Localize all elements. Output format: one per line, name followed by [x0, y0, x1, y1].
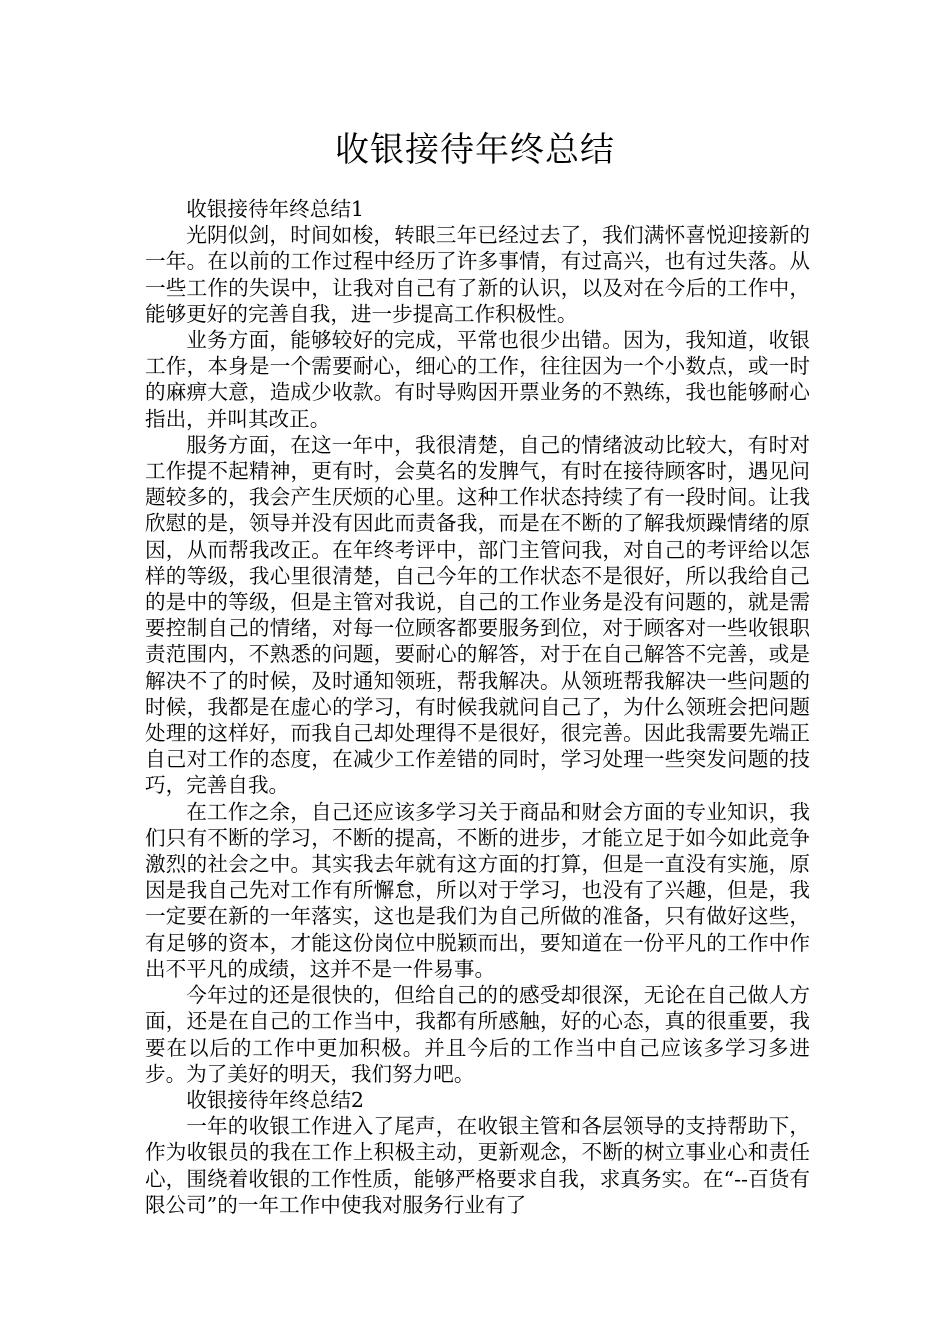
- body-paragraph: 在工作之余，自己还应该多学习关于商品和财会方面的专业知识，我们只有不断的学习，不断的提高，不断的进步，才能立足于如今如此竞争激烈的社会之中。其实我去年就有这方面的打算，但是一直没有实施，原因是我自己先对工作有所懈怠，所以对于学习，也没有了兴趣，但是，我一定要在新的一年落实，这也是我们为自己所做的准备，只有做好这些，有足够的资本，才能这份岗位中脱颖而出，要知道在一份平凡的工作中作出不平凡的成绩，这并不是一件易事。: [145, 799, 810, 981]
- body-paragraph: 光阴似剑，时间如梭，转眼三年已经过去了，我们满怀喜悦迎接新的一年。在以前的工作过程中经历了许多事情，有过高兴，也有过失落。从一些工作的失误中，让我对自己有了新的认识，以及对在今后的工作中，能够更好的完善自我，进一步提高工作积极性。: [145, 223, 810, 326]
- body-paragraph: 业务方面，能够较好的完成，平常也很少出错。因为，我知道，收银工作，本身是一个需要耐心，细心的工作，往往因为一个小数点，或一时的麻痹大意，造成少收款。有时导购因开票业务的不熟练，我也能够耐心指出，并叫其改正。: [145, 328, 810, 431]
- document-body: [145, 196, 810, 1218]
- document-title: 收银接待年终总结: [335, 130, 615, 170]
- section-heading: 收银接待年终总结2: [186, 1087, 365, 1112]
- body-paragraph: 服务方面，在这一年中，我很清楚，自己的情绪波动比较大，有时对工作提不起精神，更有时，会莫名的发脾气，有时在接待顾客时，遇见问题较多的，我会产生厌烦的心里。这种工作状态持续了有一段时间。让我欣慰的是，领导并没有因此而责备我，而是在不断的了解我烦躁情绪的原因，从而帮我改正。在年终考评中，部门主管问我，对自己的考评给以怎样的等级，我心里很清楚，自己今年的工作状态不是很好，所以我给自己的是中的等级，但是主管对我说，自己的工作业务是没有问题的，就是需要控制自己的情绪，对每一位顾客都要服务到位，对于顾客对一些收银职责范围内，不熟悉的问题，要耐心的解答，对于在自己解答不完善，或是解决不了的时候，及时通知领班，帮我解决。从领班帮我解决一些问题的时候，我都是在虚心的学习，有时候我就问自己了，为什么领班会把问题处理的这样好，而我自己却处理得不是很好，很完善。因此我需要先端正自己对工作的态度，在减少工作差错的同时，学习处理一些突发问题的技巧，完善自我。: [145, 432, 810, 798]
- body-paragraph: 今年过的还是很快的，但给自己的的感受却很深，无论在自己做人方面，还是在自己的工作当中，我都有所感触，好的心态，真的很重要，我要在以后的工作中更加积极。并且今后的工作当中自己应该多学习多进步。为了美好的明天，我们努力吧。: [145, 983, 810, 1086]
- section-heading: 收银接待年终总结1: [186, 197, 365, 221]
- body-paragraph: 一年的收银工作进入了尾声，在收银主管和各层领导的支持帮助下，作为收银员的我在工作上积极主动，更新观念，不断的树立事业心和责任心，围绕着收银的工作性质，能够严格要求自我，求真务实。在“--百货有限公司”的一年工作中使我对服务行业有了: [145, 1114, 810, 1217]
